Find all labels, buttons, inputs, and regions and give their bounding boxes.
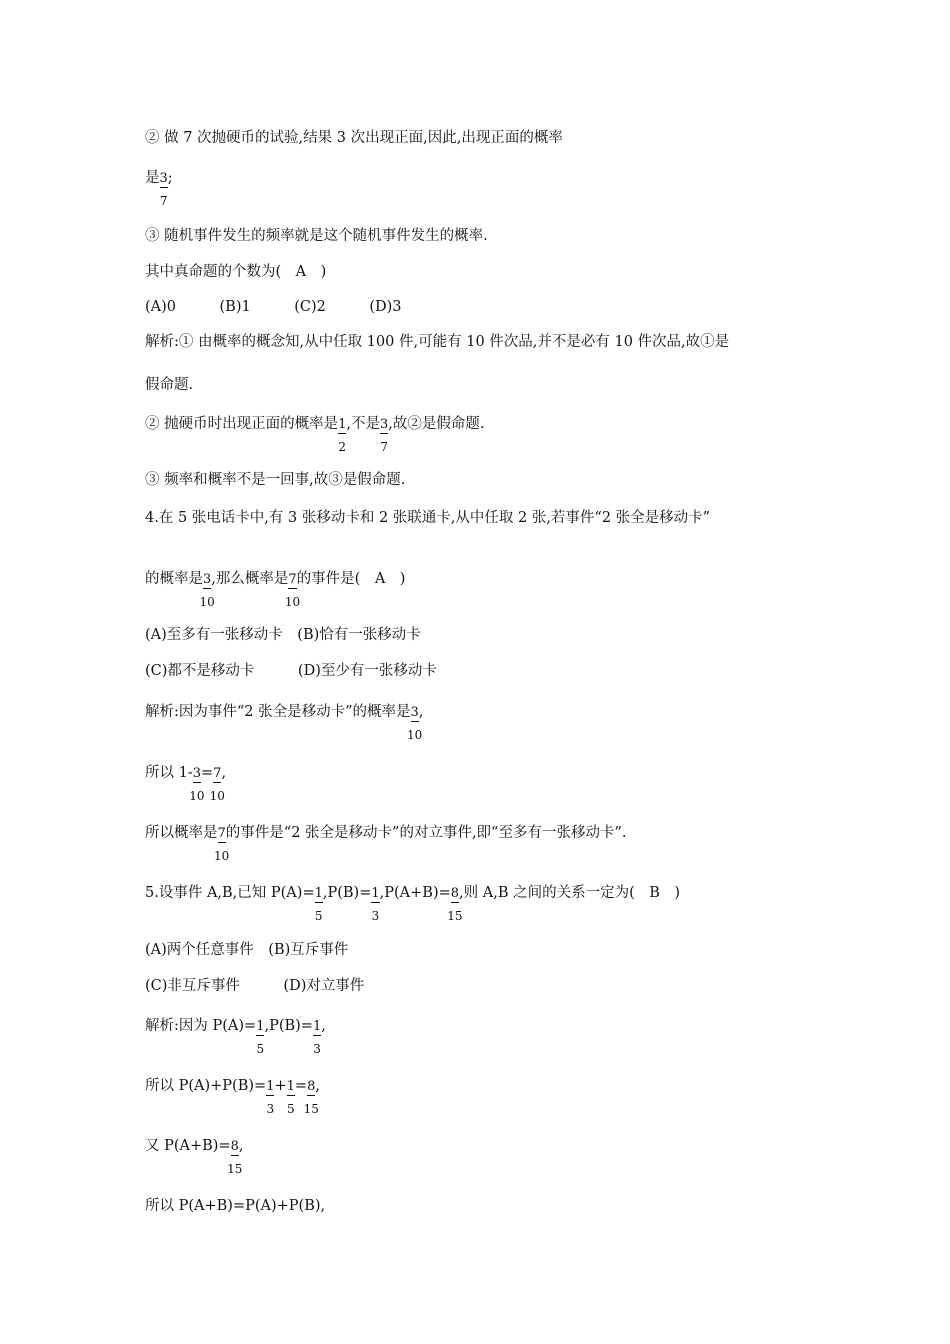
text-line — [145, 569, 406, 609]
fraction — [314, 886, 323, 923]
text-line: (C)非互斥事件 (D)对立事件 — [145, 978, 365, 994]
fraction — [284, 572, 301, 609]
fraction-numerator: 8 — [230, 1139, 239, 1154]
fraction-denominator: 5 — [314, 909, 323, 923]
text-line: 4.在 5 张电话卡中,有 3 张移动卡和 2 张联通卡,从中任取 2 张,若事件“2 张全是移动卡” — [145, 510, 711, 526]
text-span: + — [274, 1078, 287, 1094]
text-span: = — [294, 1078, 308, 1094]
text-span: ,P(B)= — [264, 1018, 313, 1034]
fraction-numerator: 1 — [286, 1079, 295, 1094]
text-span: = — [201, 765, 214, 781]
text-span: ,P(A+B)= — [379, 885, 451, 901]
text-line: 假命题. — [145, 377, 194, 393]
text-span: ,不是 — [346, 416, 380, 432]
fraction-denominator: 15 — [303, 1102, 319, 1116]
text-line: 其中真命题的个数为( A ) — [145, 264, 327, 280]
fraction-numerator: 3 — [203, 572, 212, 587]
fraction — [214, 826, 230, 863]
fraction-denominator: 3 — [313, 1042, 321, 1056]
fraction — [266, 1079, 275, 1116]
text-span: 解析:因为事件“2 张全是移动卡”的概率是 — [145, 704, 411, 720]
text-line: 所以 P(A+B)=P(A)+P(B), — [145, 1198, 326, 1214]
fraction-denominator: 3 — [266, 1102, 275, 1116]
fraction-denominator: 15 — [447, 909, 463, 923]
fraction-numerator: 7 — [288, 572, 297, 587]
fraction-numerator: 3 — [410, 705, 419, 720]
text-span: , — [315, 1078, 320, 1094]
text-span: 所以 1- — [145, 765, 193, 781]
fraction-denominator: 10 — [209, 789, 225, 803]
text-line — [145, 702, 424, 742]
text-span: 所以 P(A)+P(B)= — [145, 1078, 267, 1094]
text-line — [145, 883, 681, 923]
fraction-numerator: 1 — [266, 1079, 275, 1094]
text-line — [145, 414, 485, 454]
fraction-denominator: 3 — [371, 909, 380, 923]
fraction-numerator: 1 — [312, 1019, 322, 1034]
text-span: ,则 A,B 之间的关系一定为( B ) — [459, 885, 681, 901]
text-line — [145, 1016, 326, 1056]
fraction — [380, 417, 389, 454]
fraction-denominator: 5 — [286, 1102, 295, 1116]
text-line: (A)两个任意事件 (B)互斥事件 — [145, 942, 349, 958]
text-line: 解析:① 由概率的概念知,从中任取 100 件,可能有 10 件次品,并不是必有 10 件次品,故①是 — [145, 334, 730, 350]
fraction-denominator: 10 — [284, 595, 301, 609]
fraction-denominator: 10 — [214, 849, 230, 863]
text-line: ② 做 7 次抛硬币的试验,结果 3 次出现正面,因此,出现正面的概率 — [145, 130, 563, 146]
text-span: 5.设事件 A,B,已知 P(A)= — [145, 885, 315, 901]
fraction — [447, 886, 463, 923]
text-span: 解析:因为 P(A)= — [145, 1018, 257, 1034]
text-span: 又 P(A+B)= — [145, 1138, 231, 1154]
text-line: (A)至多有一张移动卡 (B)恰有一张移动卡 — [145, 627, 421, 643]
fraction — [286, 1079, 295, 1116]
fraction-denominator: 15 — [227, 1162, 243, 1176]
text-span: 是 — [145, 170, 160, 186]
fraction-denominator: 10 — [407, 728, 423, 742]
fraction-numerator: 7 — [217, 826, 226, 841]
text-span: 的概率是 — [145, 571, 203, 587]
fraction — [312, 1019, 322, 1056]
fraction — [338, 417, 347, 454]
text-span: ,故②是假命题. — [388, 416, 485, 432]
text-span: , — [321, 1018, 326, 1034]
fraction — [303, 1079, 319, 1116]
fraction — [256, 1019, 265, 1056]
text-line — [145, 1136, 244, 1176]
text-span: , — [418, 704, 424, 720]
fraction — [407, 705, 423, 742]
text-span: ② 抛硬币时出现正面的概率是 — [145, 416, 339, 432]
fraction-numerator: 8 — [450, 886, 460, 901]
fraction-numerator: 1 — [256, 1019, 265, 1034]
text-line: (C)都不是移动卡 (D)至少有一张移动卡 — [145, 663, 437, 679]
text-span: 的事件是“2 张全是移动卡”的对立事件,即“至多有一张移动卡”. — [225, 825, 627, 841]
fraction-numerator: 3 — [380, 417, 389, 432]
text-line — [145, 168, 173, 208]
text-line: (A)0 (B)1 (C)2 (D)3 — [145, 299, 402, 315]
fraction-denominator: 10 — [199, 595, 215, 609]
fraction — [199, 572, 215, 609]
fraction-denominator: 7 — [380, 440, 388, 454]
fraction-denominator: 2 — [338, 440, 347, 454]
text-span: ,那么概率是 — [211, 571, 289, 587]
fraction-denominator: 7 — [159, 194, 168, 208]
fraction-denominator: 10 — [189, 789, 205, 803]
fraction-numerator: 3 — [159, 171, 168, 186]
text-line: ③ 频率和概率不是一回事,故③是假命题. — [145, 472, 406, 488]
text-span: ,P(B)= — [322, 885, 372, 901]
fraction — [209, 766, 225, 803]
fraction — [159, 171, 168, 208]
text-span: , — [238, 1138, 244, 1154]
text-span: ; — [167, 170, 173, 186]
fraction-numerator: 3 — [192, 766, 202, 781]
text-line: ③ 随机事件发生的频率就是这个随机事件发生的概率. — [145, 228, 488, 244]
fraction-denominator: 5 — [256, 1042, 265, 1056]
fraction-numerator: 1 — [371, 886, 380, 901]
fraction — [227, 1139, 243, 1176]
fraction — [371, 886, 380, 923]
text-span: 所以概率是 — [145, 825, 218, 841]
fraction-numerator: 1 — [314, 886, 323, 901]
fraction-numerator: 1 — [338, 417, 347, 432]
text-span: 的事件是( A ) — [296, 571, 406, 587]
text-line — [145, 823, 627, 863]
fraction-numerator: 7 — [213, 766, 222, 781]
fraction — [189, 766, 205, 803]
fraction-numerator: 8 — [307, 1079, 316, 1094]
text-line — [145, 763, 227, 803]
text-span: , — [221, 765, 227, 781]
text-line — [145, 1076, 320, 1116]
